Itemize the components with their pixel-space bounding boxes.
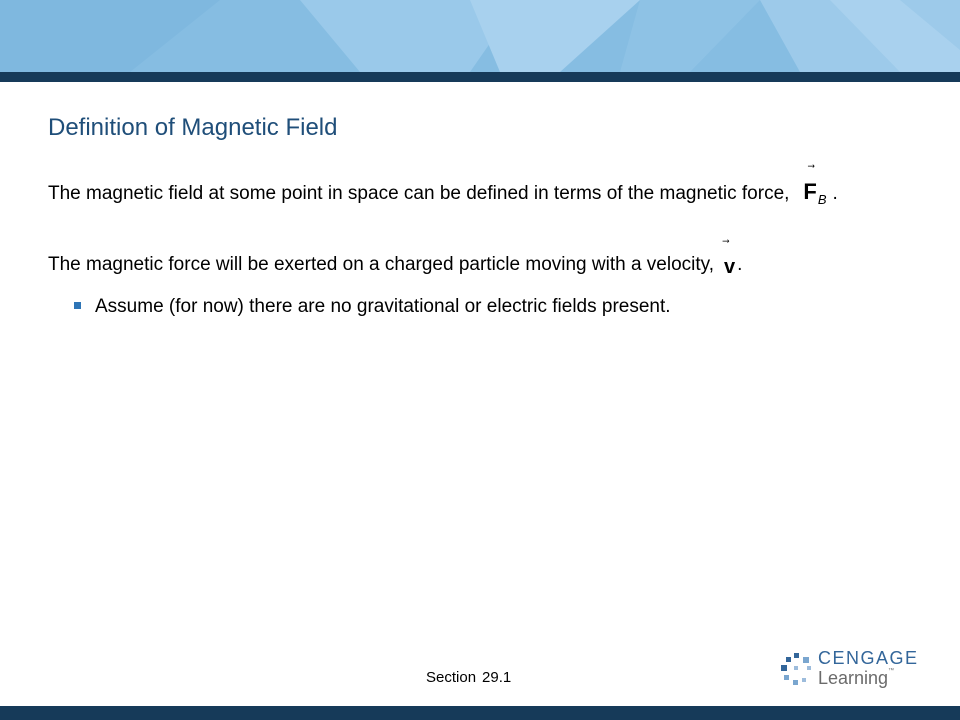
cengage-swirl-icon bbox=[780, 651, 814, 687]
bullet-text: Assume (for now) there are no gravitational or electric fields present. bbox=[95, 296, 671, 317]
paragraph-velocity-text: The magnetic force will be exerted on a charged particle moving with a velocity, bbox=[48, 254, 715, 275]
paragraph-velocity: The magnetic force will be exerted on a charged particle moving with a velocity, v . bbox=[48, 250, 928, 279]
footer-rule bbox=[0, 706, 960, 720]
cengage-logo bbox=[780, 648, 930, 690]
logo-wordmark-learning: Learning™ bbox=[818, 668, 895, 688]
square-bullet-icon bbox=[74, 302, 81, 309]
velocity-vector-symbol: v bbox=[724, 256, 736, 278]
force-vector-symbol: $F_B$ bbox=[803, 179, 827, 207]
section-label: Section 29.1 bbox=[426, 669, 512, 686]
header-rule bbox=[0, 72, 960, 82]
header-banner bbox=[0, 0, 960, 72]
paragraph-definition: The magnetic field at some point in space can be defined in terms of the magnetic force, $F_B$ . bbox=[48, 179, 838, 207]
bullet-item bbox=[74, 293, 671, 321]
logo-wordmark-cengage: CENGAGE bbox=[818, 648, 919, 668]
slide-title: Definition of Magnetic Field bbox=[48, 114, 338, 141]
header-pattern bbox=[0, 0, 960, 72]
paragraph-definition-text: The magnetic field at some point in space can be defined in terms of the magnetic force, bbox=[48, 183, 790, 204]
